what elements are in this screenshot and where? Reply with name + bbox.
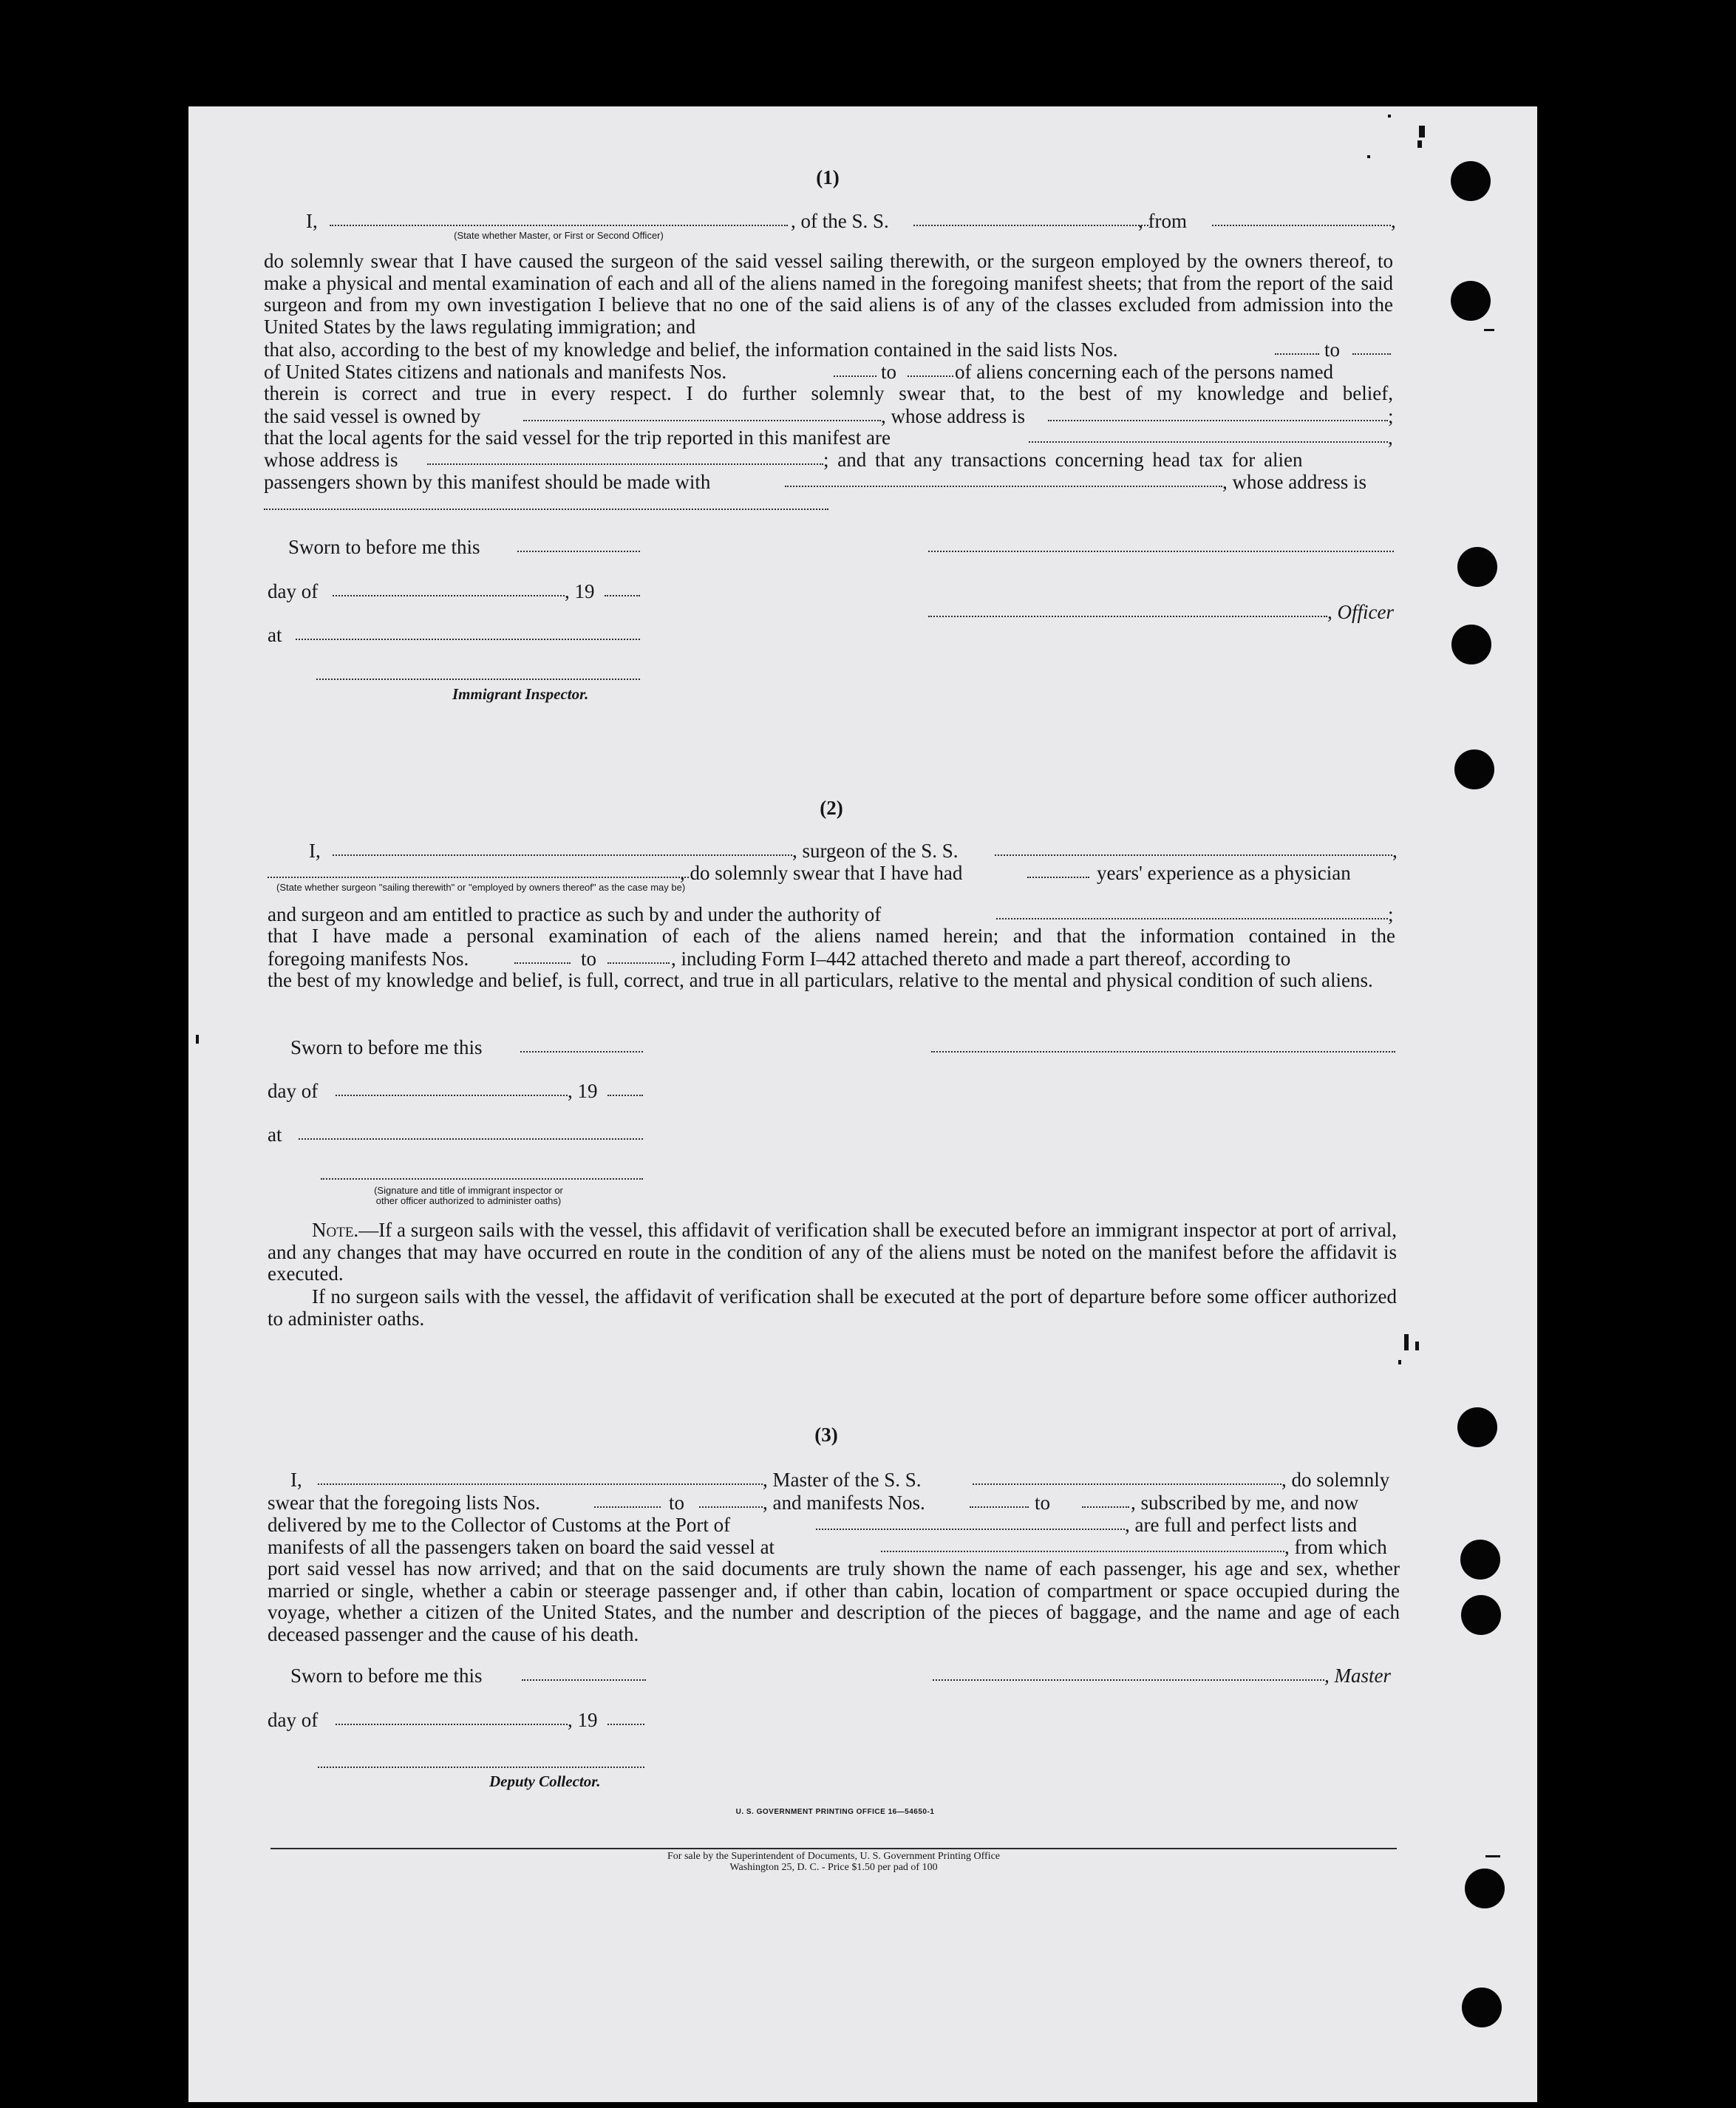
s2-sig-note-2: other officer authorized to administer oaths) [375, 1195, 562, 1206]
s2-note-paragraph [268, 1220, 1397, 1285]
s3-month-field[interactable] [336, 1724, 568, 1725]
sale-notice-line-2: Washington 25, D. C. - Price $1.50 per pad of 100 [729, 1862, 938, 1873]
s3-i-label: I, [290, 1469, 302, 1491]
s1-from-comma: , [1391, 210, 1396, 232]
punch-hole [1454, 749, 1494, 789]
ink-speck [1415, 1342, 1419, 1350]
s1-aliens-text: of aliens concerning each of the persons named [955, 361, 1334, 383]
punch-hole [1460, 1540, 1500, 1580]
s1-of-ss-label: , of the S. S. [791, 210, 889, 232]
s2-year-prefix: , 19 [568, 1080, 598, 1102]
s1-to-label-2: to [881, 361, 897, 383]
s1-owner-field[interactable] [523, 420, 881, 421]
s2-surgeon-of-label: , surgeon of the S. S. [792, 840, 959, 862]
s1-ship-name-field[interactable] [913, 225, 1148, 226]
s1-manifest-no-to-field[interactable] [908, 375, 953, 377]
s2-at-label: at [268, 1123, 282, 1146]
s1-owner-address-field[interactable] [1048, 420, 1388, 421]
s3-master-of-label: , Master of the S. S. [763, 1469, 922, 1491]
punch-hole [1465, 1869, 1505, 1908]
s1-month-field[interactable] [333, 595, 565, 596]
s3-day-of-label: day of [268, 1709, 319, 1731]
s1-agent-address-field[interactable] [427, 463, 823, 465]
s3-oath-paragraph: port said vessel has now arrived; and that on the said documents are truly shown the name of each passenger, his age and sex, whether married or single, whether a cabin or steerage passenger and, if other than cabin, location of compartment or space occupied during the voyage, whether a citizen of the United States, and the number and description of the pieces of baggage, and the name and age of each deceased passenger and the cause of his death. [268, 1557, 1400, 1646]
s2-year-field[interactable] [607, 1095, 643, 1096]
s2-day-of-label: day of [268, 1080, 319, 1102]
ink-speck [1404, 1334, 1409, 1350]
s2-surgeon-signature-line[interactable] [931, 1051, 1395, 1053]
s3-port-label: delivered by me to the Collector of Customs at the Port of [268, 1514, 731, 1536]
ink-speck [1417, 140, 1422, 148]
s2-manifest-no-from-field[interactable] [514, 962, 571, 964]
s1-inspector-label: Immigrant Inspector. [452, 685, 589, 703]
s1-local-agents-field[interactable] [1029, 441, 1388, 443]
s2-note-text: —If a surgeon sails with the vessel, this affidavit of verification shall be executed before an immigrant inspector at port of arrival, and any changes that may have occurred en route in the condition of any of the aliens must be noted on the manifest before the affidavit is executed. [268, 1219, 1397, 1285]
sale-notice-line-1: For sale by the Superintendent of Documents, U. S. Government Printing Office [667, 1851, 1000, 1862]
s3-manifest-no-from-field[interactable] [970, 1506, 1029, 1508]
s1-oath-paragraph: do solemnly swear that I have caused the surgeon of the said vessel sailing therewith, or the surgeon employed by the owners thereof, to make a physical and mental examination of each and all of the aliens named in the foregoing manifest sheets; that from the report of the said surgeon and from my own investigation I believe that no one of the said aliens is of any of the classes excluded from admission into the United States by the laws regulating immigration; and [264, 250, 1393, 339]
s2-authority-label: and surgeon and am entitled to practice as such by and under the authority of [268, 903, 882, 925]
s3-manifest-no-to-field[interactable] [1082, 1506, 1129, 1508]
section-1-number: (1) [816, 166, 840, 188]
s1-inspector-signature-line[interactable] [316, 679, 640, 680]
s1-officer-title-line[interactable] [928, 616, 1327, 617]
s2-knowledge-paragraph: the best of my knowledge and belief, is full, correct, and true in all particulars, relative to the mental and physical condition of such aliens. [268, 969, 1373, 991]
s1-head-tax-text: ; and that any transactions concerning head tax for alien [823, 449, 1303, 471]
s1-from-label: , from [1138, 210, 1187, 232]
s3-manifests-label: , and manifests Nos. [763, 1492, 925, 1514]
s1-transactions-address-label: , whose address is [1222, 471, 1366, 493]
s3-sworn-day-field[interactable] [522, 1679, 646, 1681]
ink-speck [1398, 1360, 1401, 1364]
s1-officer-label: , Officer [1327, 601, 1394, 623]
section-2-number: (2) [820, 797, 843, 819]
s3-from-which-text: , from which [1284, 1536, 1387, 1558]
s3-collector-label: Deputy Collector. [489, 1772, 601, 1790]
s3-master-name-field[interactable] [318, 1483, 763, 1485]
s3-subscribed-text: , subscribed by me, and now [1131, 1492, 1359, 1514]
s1-year-field[interactable] [605, 595, 640, 596]
s2-sworn-day-field[interactable] [520, 1051, 643, 1053]
s1-semicolon: ; [1388, 405, 1394, 427]
s2-sig-note-1: (Signature and title of immigrant inspector or [374, 1185, 563, 1196]
s1-from-field[interactable] [1212, 225, 1391, 226]
s2-surgeon-status-field[interactable] [268, 877, 689, 878]
ink-speck [1388, 115, 1391, 118]
s3-list-no-to-field[interactable] [699, 1506, 763, 1508]
s2-month-field[interactable] [336, 1095, 568, 1096]
s2-years-field[interactable] [1027, 877, 1089, 878]
s1-sworn-day-field[interactable] [517, 551, 640, 552]
s2-i-label: I, [309, 840, 321, 862]
s3-year-prefix: , 19 [568, 1709, 598, 1731]
s3-to-label: to [669, 1492, 685, 1514]
s3-lists-label: swear that the foregoing lists Nos. [268, 1492, 540, 1514]
s2-manifests-label: foregoing manifests Nos. [268, 948, 469, 970]
s2-ship-name-field[interactable] [995, 854, 1392, 856]
s1-officer-signature-line[interactable] [928, 551, 1394, 552]
s1-manifest-no-from-field[interactable] [834, 375, 876, 377]
s1-i-label: I, [306, 210, 318, 232]
s1-year-prefix: , 19 [565, 580, 595, 602]
s1-correct-text: therein is correct and true in every respect. I do further solemnly swear that, to the best of my knowledge and belief, [264, 382, 1393, 404]
printing-office-imprint: U. S. GOVERNMENT PRINTING OFFICE 16—54650-1 [735, 1808, 935, 1816]
s1-place-field[interactable] [296, 639, 640, 640]
s2-form-text: , including Form I–442 attached thereto and made a part thereof, according to [671, 948, 1291, 970]
s1-officer-rank-field[interactable] [330, 225, 788, 226]
s3-solemnly-label: , do solemnly [1281, 1469, 1390, 1491]
s3-ship-name-field[interactable] [973, 1483, 1281, 1485]
s1-sworn-label: Sworn to before me this [288, 536, 480, 558]
s1-state-note: (State whether Master, or First or Second Officer) [454, 230, 664, 241]
s1-owned-by-label: the said vessel is owned by [264, 405, 481, 427]
s3-master-signature-line[interactable] [933, 1679, 1324, 1681]
s2-surgeon-name-field[interactable] [333, 854, 792, 856]
s1-lists-text: that also, according to the best of my knowledge and belief, the information contained in the said lists Nos. [264, 339, 1118, 361]
ink-speck [196, 1035, 199, 1044]
s3-master-label: , Master [1324, 1665, 1391, 1687]
s1-comma: , [1388, 426, 1393, 449]
s1-list-no-from-field[interactable] [1275, 353, 1319, 355]
s1-local-agents-label: that the local agents for the said vessel for the trip reported in this manifest are [264, 426, 891, 449]
ink-speck [1367, 155, 1370, 158]
s3-collector-signature-line[interactable] [318, 1767, 644, 1768]
punch-hole [1461, 1595, 1501, 1635]
s1-owner-address-label: , whose address is [881, 405, 1025, 427]
s1-manifests-text: of United States citizens and nationals and manifests Nos. [264, 361, 727, 383]
s1-transactions-field[interactable] [785, 486, 1222, 487]
ink-speck [1419, 126, 1425, 137]
punch-hole [1451, 625, 1491, 664]
s2-sworn-label: Sworn to before me this [290, 1036, 483, 1058]
s3-list-no-from-field[interactable] [594, 1506, 661, 1508]
s2-examination-text: that I have made a personal examination of each of the aliens named herein; and that the information contained in the [268, 925, 1395, 947]
s2-manifest-no-to-field[interactable] [607, 962, 670, 964]
s2-note-2-paragraph: If no surgeon sails with the vessel, the affidavit of verification shall be executed at the port of departure before some officer authorized to administer oaths. [268, 1285, 1397, 1330]
punch-hole [1462, 1988, 1502, 2027]
s3-sworn-label: Sworn to before me this [290, 1665, 483, 1687]
ink-speck [1484, 329, 1494, 331]
s3-perfect-lists-text: , are full and perfect lists and [1125, 1514, 1358, 1536]
s3-vessel-at-label: manifests of all the passengers taken on board the said vessel at [268, 1536, 775, 1558]
s3-departure-port-field[interactable] [881, 1551, 1284, 1552]
footer-rule [270, 1848, 1397, 1849]
s1-to-label: to [1324, 339, 1341, 361]
s2-comma: , [1392, 840, 1398, 862]
punch-hole [1457, 1407, 1497, 1447]
s1-at-label: at [268, 624, 282, 646]
s2-to-label: to [581, 948, 597, 970]
s3-year-field[interactable] [607, 1724, 644, 1725]
punch-hole [1451, 281, 1491, 321]
s1-day-of-label: day of [268, 580, 319, 602]
punch-hole [1457, 547, 1497, 587]
s3-to-label-2: to [1035, 1492, 1051, 1514]
s1-agent-address-label: whose address is [264, 449, 398, 471]
s2-note-label: Note. [312, 1219, 359, 1241]
s2-state-note: (State whether surgeon "sailing therewith" or "employed by owners thereof" as the case may be) [276, 882, 686, 893]
s2-years-label: years' experience as a physician [1097, 862, 1351, 884]
s2-authority-field[interactable] [996, 918, 1388, 919]
s1-transactions-label: passengers shown by this manifest should be made with [264, 471, 711, 493]
section-3-number: (3) [814, 1424, 838, 1446]
punch-hole [1451, 161, 1491, 201]
ink-speck [1485, 1855, 1500, 1857]
s2-semicolon: ; [1388, 903, 1394, 925]
s2-place-field[interactable] [299, 1138, 643, 1140]
s3-port-field[interactable] [816, 1529, 1125, 1530]
s2-inspector-signature-line[interactable] [321, 1178, 643, 1180]
s1-transactions-address-field[interactable] [264, 509, 828, 510]
s1-list-no-to-field[interactable] [1352, 353, 1391, 355]
s2-swear-label: , do solemnly swear that I have had [680, 862, 963, 884]
